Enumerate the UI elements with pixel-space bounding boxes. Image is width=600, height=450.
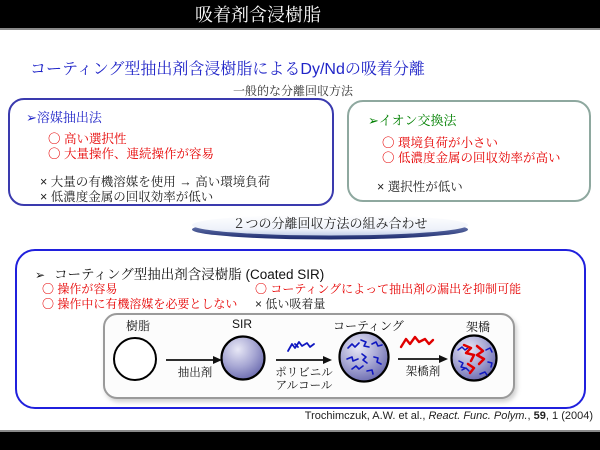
ion-box-title [368, 110, 589, 129]
coated-pros-cons-right [255, 282, 521, 312]
pro-item: 〇 コーティングによって抽出剤の漏出を抑制可能 [255, 282, 522, 296]
combine-callout [190, 212, 470, 242]
ion-cons [377, 180, 589, 195]
sir-sphere [220, 335, 266, 381]
section-label: 一般的な分離回収方法 [233, 84, 354, 98]
citation-journal: React. Func. Polym. [428, 410, 528, 422]
citation-volume: 59 [533, 410, 546, 422]
title-bar [0, 0, 600, 30]
pro-item: 〇 操作中に有機溶媒を必要としない [42, 297, 238, 311]
pro-item: 〇 高い選択性 [48, 132, 127, 146]
coated-sphere [338, 331, 390, 383]
pva-label-line1: ポリビニル [275, 367, 333, 379]
arrow-bullet-icon: ➢ [26, 110, 37, 125]
coated-pros-left [42, 282, 237, 312]
arrow-right-icon [275, 355, 333, 365]
citation [305, 410, 593, 422]
sir-label: SIR [231, 317, 252, 331]
arrow-right-icon [397, 354, 449, 364]
pro-item: 〇 大量操作、連続操作が容易 [48, 147, 214, 161]
citation-rest: , 1 (2004) [545, 410, 593, 422]
pva-label [275, 367, 333, 392]
combine-label: ２つの分離回収方法の組み合わせ [232, 216, 428, 231]
crosslinker-squiggle-icon [399, 332, 435, 354]
ion-exchange-box [347, 100, 591, 202]
pva-label-line2: アルコール [275, 379, 333, 392]
page-title: コーティング型抽出剤含浸樹脂によるDy/Ndの吸着分離 [30, 61, 425, 78]
arrow-right-icon [165, 355, 223, 365]
solvent-cons [40, 175, 332, 205]
con-item: × 低い吸着量 [255, 297, 326, 311]
ion-pros [382, 136, 589, 166]
crosslinker-label: 架橋剤 [405, 366, 441, 378]
extractant-label: 抽出剤 [177, 367, 213, 379]
citation-authors: Trochimczuk, A.W. et al., [304, 410, 429, 422]
solvent-box-title [26, 107, 332, 126]
pro-item: 〇 低濃度金属の回収効率が高い [382, 151, 561, 165]
pro-item: 〇 操作が容易 [42, 282, 118, 296]
crosslinked-sphere [450, 334, 498, 382]
con-item: × 大量の有機溶媒を使用 → 高い環境負荷 [40, 175, 271, 189]
coated-box-title [35, 263, 324, 283]
resin-label: 樹脂 [125, 319, 150, 333]
slide-title: 吸着剤含浸樹脂 [195, 5, 321, 25]
arrow-bullet-icon: ➢ [368, 113, 379, 128]
coated-sir-box [15, 249, 586, 409]
solvent-box-title-text: 溶媒抽出法 [36, 110, 102, 125]
con-item: × 低濃度金属の回収効率が低い [40, 190, 214, 204]
arrow-bullet-icon: ➢ [35, 268, 46, 282]
citation-sep: , [527, 410, 534, 422]
coated-box-title-text: コーティング型抽出剤含浸樹脂 (Coated SIR) [54, 267, 325, 282]
con-item: × 選択性が低い [377, 180, 463, 194]
solvent-pros [48, 132, 332, 162]
ion-box-title-text: イオン交換法 [378, 113, 457, 128]
process-diagram [103, 313, 515, 399]
bottom-bar [0, 430, 600, 450]
coating-label: コーティング [333, 319, 404, 333]
crosslinked-label: 架橋 [465, 320, 490, 334]
solvent-extraction-box [8, 98, 334, 206]
resin-circle [113, 337, 157, 381]
pro-item: 〇 環境負荷が小さい [382, 136, 498, 150]
